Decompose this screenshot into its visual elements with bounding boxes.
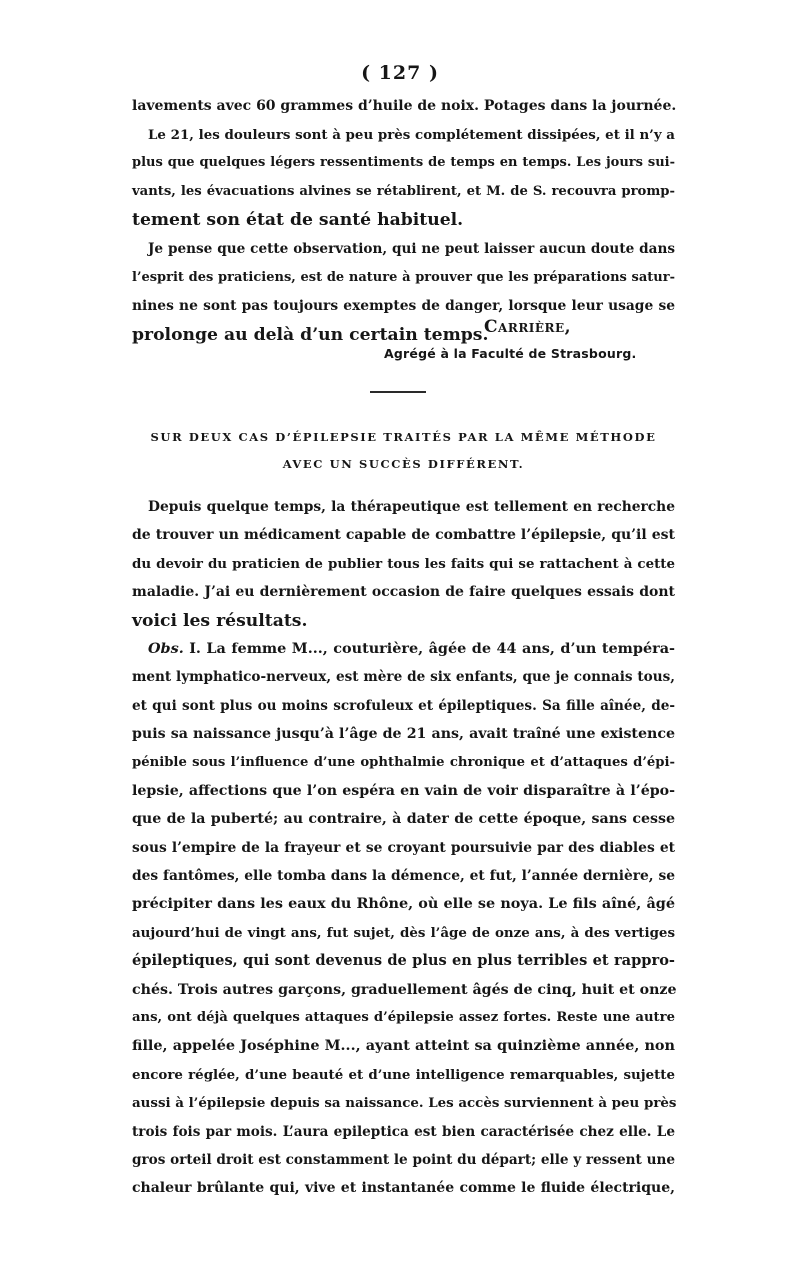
text-line: tement son état de santé habituel. bbox=[132, 210, 464, 231]
signature-name: Carrière, bbox=[484, 317, 572, 337]
text-line: vants, les évacuations alvines se rétablirent, et M. de S. recouvra promp- bbox=[132, 183, 675, 199]
text-line: ans, ont déjà quelques attaques d’épilepsie assez fortes. Reste une autre bbox=[132, 1010, 675, 1026]
text-line: épileptiques, qui sont devenus de plus en plus terribles et rappro- bbox=[132, 952, 675, 970]
text-line: du devoir du praticien de publier tous les faits qui se rattachent à cette bbox=[132, 555, 675, 572]
text-line: plus que quelques légers ressentiments de temps en temps. Les jours sui- bbox=[132, 155, 675, 171]
text-line: chaleur brûlante qui, vive et instantanée comme le fluide électrique, bbox=[132, 1180, 675, 1197]
text-line: puis sa naissance jusqu’à l’âge de 21 ans, avait traîné une existence bbox=[132, 726, 675, 743]
text-line: voici les résultats. bbox=[132, 610, 308, 631]
text-line: l’esprit des praticiens, est de nature à prouver que les préparations satur- bbox=[132, 269, 675, 285]
upper-text-block bbox=[132, 92, 675, 349]
text-line: maladie. J’ai eu dernièrement occasion de faire quelques essais dont bbox=[132, 584, 675, 601]
text-line: lavements avec 60 grammes d’huile de noix. Potages dans la journée. bbox=[132, 98, 677, 114]
obs-first-line bbox=[132, 635, 675, 663]
text-line: gros orteil droit est constamment le point du départ; elle y ressent une bbox=[132, 1151, 675, 1168]
text-line: précipiter dans les eaux du Rhône, où elle se noya. Le fils aîné, âgé bbox=[132, 895, 675, 913]
text-line: de trouver un médicament capable de combattre l’épilepsie, qu’il est bbox=[132, 527, 675, 544]
text-line: pénible sous l’influence d’une ophthalmie chronique et d’attaques d’épi- bbox=[132, 754, 675, 770]
text-line: que de la puberté; au contraire, à dater de cette époque, sans cesse bbox=[132, 811, 675, 828]
text-line: nines ne sont pas toujours exemptes de danger, lorsque leur usage se bbox=[132, 298, 675, 315]
text-line: lepsie, affections que l’on espéra en vain de voir disparaître à l’épo- bbox=[132, 782, 675, 799]
section-title-line-1: SUR DEUX CAS D’ÉPILEPSIE TRAITÉS PAR LA MÊME MÉTHODE bbox=[150, 430, 657, 444]
text-line: des fantômes, elle tomba dans la démence, et fut, l’année dernière, se bbox=[132, 868, 675, 885]
text-line: Depuis quelque temps, la thérapeutique est tellement en recherche bbox=[148, 499, 675, 515]
section-separator bbox=[370, 391, 426, 393]
text-line: sous l’empire de la frayeur et se croyant poursuivie par des diables et bbox=[132, 839, 675, 856]
text-line: aujourd’hui de vingt ans, fut sujet, dès l’âge de onze ans, à des vertiges bbox=[132, 924, 675, 941]
text-line: Le 21, les douleurs sont à peu près complétement dissipées, et il n’y a bbox=[148, 126, 675, 143]
text-line: aussi à l’épilepsie depuis sa naissance. Les accès surviennent à peu près bbox=[132, 1095, 677, 1112]
text-line: encore réglée, d’une beauté et d’une intelligence remarquables, sujette bbox=[132, 1066, 675, 1083]
text-line: fille, appelée Joséphine M..., ayant atteint sa quinzième année, non bbox=[132, 1037, 675, 1055]
text-line: Je pense que cette observation, qui ne peut laisser aucun doute dans bbox=[148, 240, 675, 257]
text-line: chés. Trois autres garçons, graduellement âgés de cinq, huit et onze bbox=[132, 981, 677, 998]
section-title-line-2: AVEC UN SUCCÈS DIFFÉRENT. bbox=[282, 457, 525, 471]
lower-text-block bbox=[132, 493, 675, 1203]
obs-label: Obs. bbox=[148, 639, 184, 657]
text-line: prolonge au delà d’un certain temps. bbox=[132, 324, 489, 345]
page-number: ( 127 ) bbox=[361, 62, 439, 84]
text-line: trois fois par mois. L’aura epileptica est bien caractérisée chez elle. Le bbox=[132, 1123, 675, 1140]
obs-first-line-text: I. La femme M..., couturière, âgée de 44 ans, d’un tempéra- bbox=[183, 639, 675, 657]
text-line: ment lymphatico-nerveux, est mère de six enfants, que je connais tous, bbox=[132, 669, 675, 686]
text-line: et qui sont plus ou moins scrofuleux et épileptiques. Sa fille aînée, de- bbox=[132, 697, 675, 714]
signature-title: Agrégé à la Faculté de Strasbourg. bbox=[384, 346, 637, 361]
